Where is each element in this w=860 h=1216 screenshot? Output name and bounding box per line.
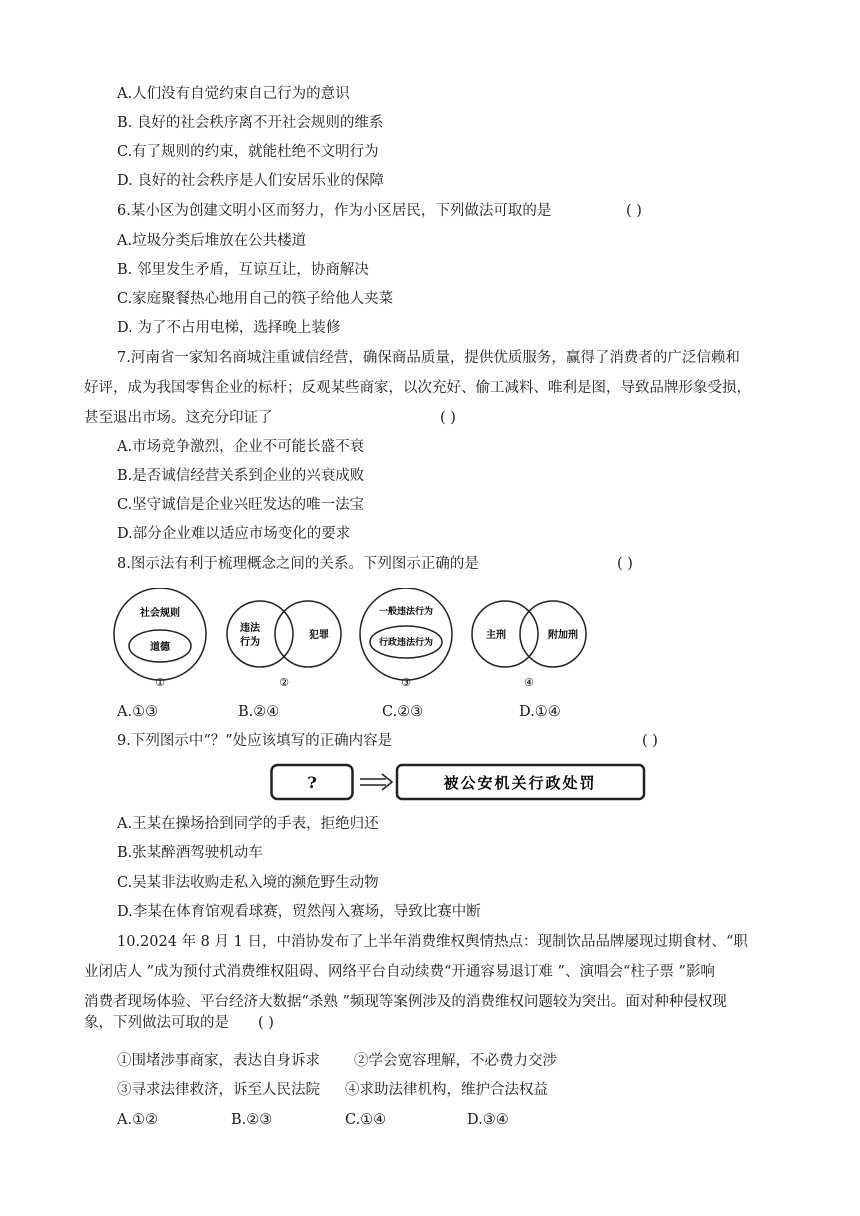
q7-stem-line3: 甚至退出市场。这充分印证了 [84, 410, 273, 426]
q8-answer-bracket: ( ) [617, 556, 633, 572]
q9-option-c: C.吴某非法收购走私入境的濒危野生动物 [117, 875, 379, 891]
q7-answer-bracket: ( ) [440, 410, 456, 426]
q10-item-1: ①围堵涉事商家，表达自身诉求 [117, 1053, 320, 1069]
diagram-4-number: ④ [524, 676, 534, 688]
q10-option-b: B.②③ [231, 1112, 273, 1128]
q6-option-d: D. 为了不占用电梯，选择晚上装修 [117, 320, 341, 336]
q7-stem-line2: 好评，成为我国零售企业的标杆；反观某些商家，以次充好、偷工减料、唯利是图，导致品牌形象受损， [84, 380, 751, 396]
q10-option-a: A.①② [117, 1112, 159, 1128]
q6-option-a: A.垃圾分类后堆放在公共楼道 [117, 233, 307, 249]
q6-answer-bracket: ( ) [626, 203, 642, 219]
diagram-3-number: ③ [401, 676, 411, 688]
q10-stem-line4: 象，下列做法可取的是 [84, 1015, 229, 1031]
diagram-4-right-label: 附加刑 [548, 630, 578, 641]
q10-item-2: ②学会宽容理解，不必费力交涉 [354, 1053, 557, 1069]
diagram-3 [360, 588, 452, 688]
diagram-2 [227, 601, 341, 688]
diagram-2-number: ② [279, 676, 289, 688]
q9-option-d: D.李某在体育馆观看球赛，贸然闯入赛场，导致比赛中断 [117, 904, 481, 920]
q8-concept-diagrams [110, 588, 670, 688]
diagram-1-outer-label: 社会规则 [140, 608, 180, 619]
diagram-3-inner-label: 行政违法行为 [378, 638, 434, 648]
q5-option-d: D. 良好的社会秩序是人们安居乐业的保障 [117, 173, 384, 189]
q9-answer-bracket: ( ) [642, 733, 658, 749]
q10-item-4: ④求助法律机构，维护合法权益 [345, 1082, 548, 1098]
diagram-2-right-label: 犯罪 [309, 630, 329, 641]
q10-stem-line2: 业闭店人 ”成为预付式消费维权阻碍、网络平台自动续费“开通容易退订难 ”、演唱会“柱子票 ”影响 [84, 964, 715, 980]
flow-question-mark: ? [307, 773, 317, 792]
q8-option-d: D.①④ [519, 704, 561, 720]
q10-answer-bracket: ( ) [258, 1015, 274, 1031]
diagram-2-left-label-1: 违法 [240, 623, 260, 634]
q9-flow-diagram [270, 763, 646, 803]
q5-option-a: A.人们没有自觉约束自己行为的意识 [117, 86, 350, 102]
q5-option-c: C.有了规则的约束，就能杜绝不文明行为 [117, 144, 379, 160]
q7-option-c: C.坚守诚信是企业兴旺发达的唯一法宝 [117, 497, 365, 513]
diagram-4-left-label: 主刑 [486, 630, 506, 641]
q6-option-b: B. 邻里发生矛盾，互谅互让，协商解决 [117, 262, 369, 278]
q6-stem: 6.某小区为创建文明小区而努力，作为小区居民，下列做法可取的是 [117, 203, 552, 219]
q9-option-a: A.王某在操场拾到同学的手表，拒绝归还 [117, 816, 379, 832]
q8-option-a: A.①③ [117, 704, 159, 720]
q8-stem: 8.图示法有利于梳理概念之间的关系。下列图示正确的是 [117, 556, 479, 572]
diagram-1 [114, 588, 206, 688]
diagram-3-outer-label: 一般违法行为 [378, 607, 434, 617]
q10-option-d: D.③④ [467, 1112, 509, 1128]
q8-option-b: B.②④ [238, 704, 280, 720]
q10-option-c: C.①④ [345, 1112, 387, 1128]
q7-option-a: A.市场竞争激烈，企业不可能长盛不衰 [117, 439, 365, 455]
q8-option-c: C.②③ [382, 704, 424, 720]
diagram-4 [472, 601, 586, 688]
q10-stem-line1: 10.2024 年 8 月 1 日，中消协发布了上半年消费维权舆情热点：现制饮品品牌屡现过期食材、“职 [117, 934, 748, 950]
q10-item-3: ③寻求法律救济，诉至人民法院 [117, 1082, 320, 1098]
q7-option-d: D.部分企业难以适应市场变化的要求 [117, 526, 351, 542]
diagram-1-inner-label: 道德 [150, 642, 170, 653]
q7-stem-line1: 7.河南省一家知名商城注重诚信经营，确保商品质量，提供优质服务，赢得了消费者的广泛信赖和 [117, 350, 740, 366]
q9-stem: 9.下列图示中“？”处应该填写的正确内容是 [117, 733, 393, 749]
diagram-1-number: ① [155, 676, 165, 688]
q7-option-b: B.是否诚信经营关系到企业的兴衰成败 [117, 468, 365, 484]
flow-result-label: 被公安机关行政处罚 [443, 774, 597, 792]
double-arrow-icon [360, 774, 392, 790]
q6-option-c: C.家庭聚餐热心地用自己的筷子给他人夹菜 [117, 291, 394, 307]
q10-stem-line3: 消费者现场体验、平台经济大数据“杀熟 ”频现等案例涉及的消费维权问题较为突出。面对种种侵权现 [84, 994, 727, 1010]
q9-option-b: B.张某醉酒驾驶机动车 [117, 845, 263, 861]
q5-option-b: B. 良好的社会秩序离不开社会规则的维系 [117, 115, 384, 131]
diagram-2-left-label-2: 行为 [240, 637, 260, 648]
